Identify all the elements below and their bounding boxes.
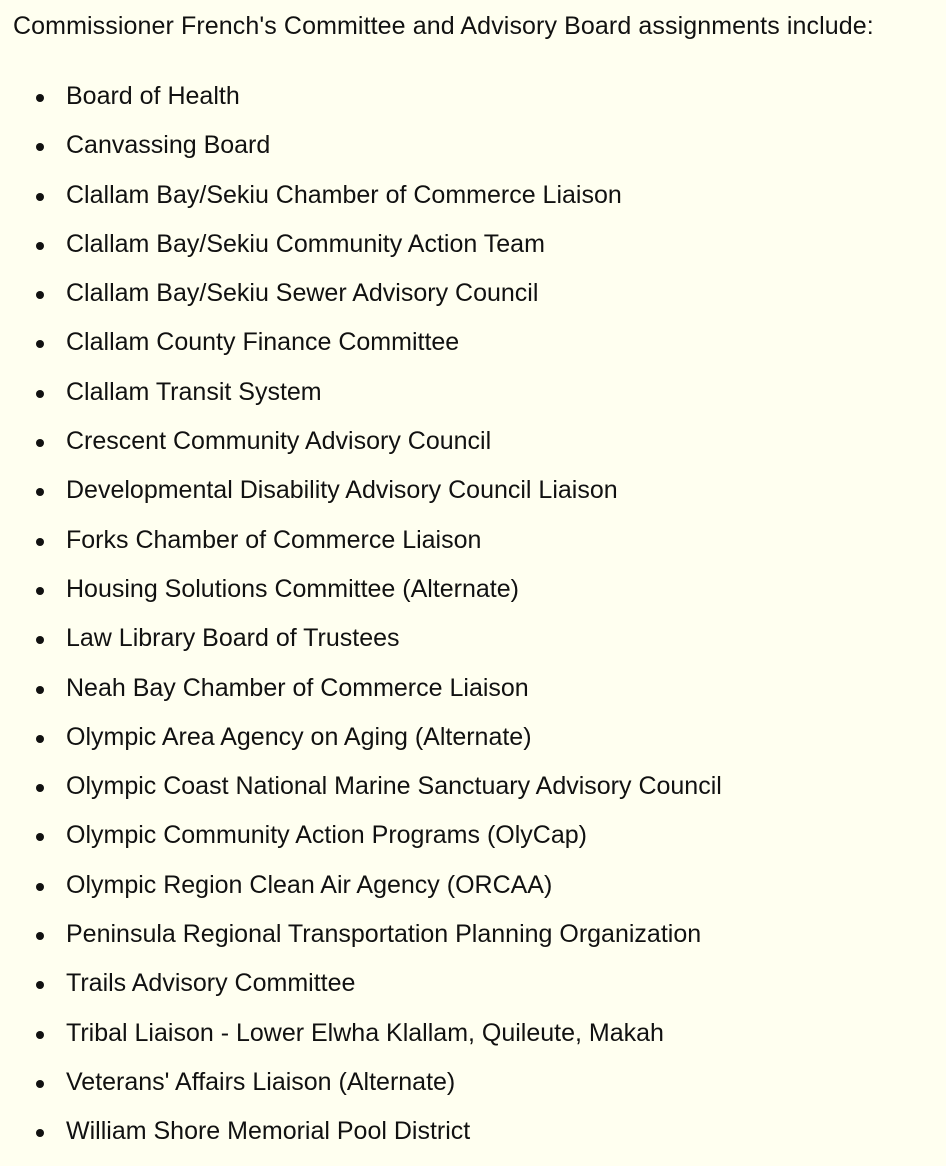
list-item bbox=[13, 426, 946, 475]
list-item bbox=[13, 327, 946, 376]
assignment-label: Crescent Community Advisory Council bbox=[66, 427, 492, 456]
bullet-icon bbox=[36, 784, 44, 792]
bullet-icon bbox=[36, 833, 44, 841]
bullet-icon bbox=[36, 193, 44, 201]
assignment-list bbox=[13, 81, 946, 1166]
assignment-label: Developmental Disability Advisory Council Liaison bbox=[66, 476, 618, 505]
bullet-icon bbox=[36, 488, 44, 496]
assignment-label: Olympic Coast National Marine Sanctuary Advisory Council bbox=[66, 772, 722, 801]
assignment-label: Clallam Bay/Sekiu Sewer Advisory Council bbox=[66, 279, 539, 308]
list-item bbox=[13, 180, 946, 229]
list-item bbox=[13, 130, 946, 179]
list-item bbox=[13, 1116, 946, 1165]
bullet-icon bbox=[36, 143, 44, 151]
bullet-icon bbox=[36, 686, 44, 694]
assignment-label: Board of Health bbox=[66, 82, 240, 110]
list-item bbox=[13, 1067, 946, 1116]
list-item bbox=[13, 278, 946, 327]
list-item bbox=[13, 968, 946, 1017]
assignment-label: Canvassing Board bbox=[66, 131, 271, 160]
intro-text: Commissioner French's Committee and Advisory Board assignments include: bbox=[13, 12, 874, 40]
list-item bbox=[13, 919, 946, 968]
assignment-label: Neah Bay Chamber of Commerce Liaison bbox=[66, 673, 529, 702]
assignment-label: William Shore Memorial Pool District bbox=[66, 1117, 471, 1146]
list-item bbox=[13, 1018, 946, 1067]
assignment-label: Olympic Community Action Programs (OlyCap) bbox=[66, 821, 587, 850]
assignment-label: Clallam Bay/Sekiu Community Action Team bbox=[66, 229, 545, 258]
assignment-label: Law Library Board of Trustees bbox=[66, 624, 400, 653]
assignment-label: Veterans' Affairs Liaison (Alternate) bbox=[66, 1067, 456, 1096]
assignment-label: Clallam Bay/Sekiu Chamber of Commerce Liaison bbox=[66, 180, 622, 209]
bullet-icon bbox=[36, 1129, 44, 1137]
assignment-label: Clallam Transit System bbox=[66, 377, 322, 406]
bullet-icon bbox=[36, 538, 44, 546]
list-item bbox=[13, 722, 946, 771]
bullet-icon bbox=[36, 981, 44, 989]
list-item bbox=[13, 870, 946, 919]
assignment-label: Olympic Region Clean Air Agency (ORCAA) bbox=[66, 870, 553, 899]
bullet-icon bbox=[36, 439, 44, 447]
list-item bbox=[13, 771, 946, 820]
assignment-label: Peninsula Regional Transportation Planning Organization bbox=[66, 920, 702, 949]
list-item bbox=[13, 574, 946, 623]
assignment-label: Housing Solutions Committee (Alternate) bbox=[66, 574, 519, 603]
bullet-icon bbox=[36, 94, 44, 102]
bullet-icon bbox=[36, 390, 44, 398]
assignment-label: Olympic Area Agency on Aging (Alternate) bbox=[66, 722, 532, 751]
bullet-icon bbox=[36, 587, 44, 595]
list-item bbox=[13, 525, 946, 574]
bullet-icon bbox=[36, 1080, 44, 1088]
assignment-label: Forks Chamber of Commerce Liaison bbox=[66, 525, 482, 554]
bullet-icon bbox=[36, 242, 44, 250]
list-item bbox=[13, 673, 946, 722]
bullet-icon bbox=[36, 735, 44, 743]
list-item bbox=[13, 623, 946, 672]
bullet-icon bbox=[36, 883, 44, 891]
list-item bbox=[13, 820, 946, 869]
bullet-icon bbox=[36, 932, 44, 940]
list-item bbox=[13, 81, 946, 130]
assignment-label: Tribal Liaison - Lower Elwha Klallam, Quileute, Makah bbox=[66, 1018, 664, 1047]
list-item bbox=[13, 377, 946, 426]
bullet-icon bbox=[36, 340, 44, 348]
list-item bbox=[13, 229, 946, 278]
bullet-icon bbox=[36, 291, 44, 299]
assignment-label: Trails Advisory Committee bbox=[66, 969, 356, 998]
list-item bbox=[13, 475, 946, 524]
bullet-icon bbox=[36, 1031, 44, 1039]
assignment-label: Clallam County Finance Committee bbox=[66, 328, 460, 357]
bullet-icon bbox=[36, 636, 44, 644]
